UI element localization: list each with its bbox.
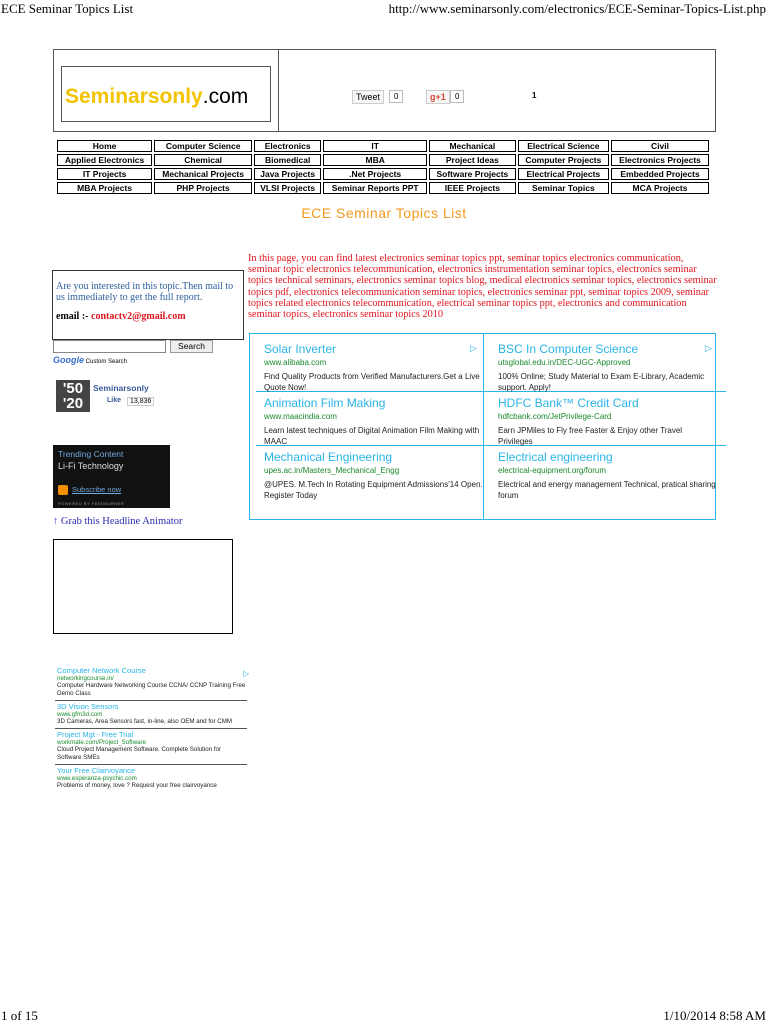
tweet-count: 0 <box>389 90 403 103</box>
gplus-count: 0 <box>450 90 464 103</box>
trending-header: Trending Content <box>58 449 124 459</box>
pdf-footer-datetime: 1/10/2014 8:58 AM <box>663 1008 766 1023</box>
main-ad <box>264 396 484 446</box>
facebook-page-avatar[interactable]: '50 '20 <box>56 380 90 412</box>
header-divider <box>278 50 279 132</box>
side-ad-desc: Cloud Project Management Software. Complete Solution for Software SMEs <box>57 746 222 761</box>
main-ad-title[interactable]: Solar Inverter <box>264 342 337 356</box>
ad-column-left <box>264 342 484 503</box>
nav-link[interactable]: Project Ideas <box>429 154 516 166</box>
side-ad-url[interactable]: www.esperanza-psychic.com <box>57 775 137 782</box>
google-logo: Google <box>53 355 84 365</box>
adchoices-icon[interactable]: ▷ <box>243 669 250 678</box>
logo-tld: .com <box>202 85 249 108</box>
nav-link[interactable]: Computer Projects <box>518 154 609 166</box>
nav-row <box>57 182 709 194</box>
nav-link[interactable]: Java Projects <box>254 168 321 180</box>
adchoices-icon[interactable]: ▷ <box>470 343 477 353</box>
side-ad-url[interactable]: workmate.com/Project_Software <box>57 739 147 746</box>
nav-link[interactable]: PHP Projects <box>154 182 252 194</box>
ad-separator <box>256 445 492 446</box>
share-count: 1 <box>532 91 537 100</box>
main-ad-block <box>249 333 716 520</box>
main-ad-title[interactable]: Electrical engineering <box>498 450 613 464</box>
main-ad-title[interactable]: Mechanical Engineering <box>264 450 393 464</box>
pdf-header-title: ECE Seminar Topics List <box>1 1 134 16</box>
nav-link[interactable]: Mechanical <box>429 140 516 152</box>
nav-link[interactable]: MBA Projects <box>57 182 152 194</box>
pin-icon: ↑ <box>53 516 59 527</box>
subscribe-link[interactable]: Subscribe now <box>72 485 122 494</box>
nav-link[interactable]: Home <box>57 140 152 152</box>
nav-link[interactable]: .Net Projects <box>323 168 427 180</box>
google-custom-search-label <box>53 355 127 365</box>
ad-column-right <box>498 342 718 503</box>
facebook-like-button[interactable]: Like <box>107 397 122 404</box>
logo-brand: Seminarsonly <box>65 85 203 108</box>
rss-icon <box>58 485 68 495</box>
side-ad-list <box>55 665 250 792</box>
nav-link[interactable]: Civil <box>611 140 709 152</box>
main-ad <box>498 396 718 446</box>
main-nav <box>55 138 711 196</box>
main-ad-desc: Earn JPMiles to Fly free Faster & Enjoy other Travel Privileges <box>498 426 683 446</box>
nav-link[interactable]: Electronics <box>254 140 321 152</box>
mail-box-email-row <box>56 311 240 322</box>
main-ad-url[interactable]: www.maacindia.com <box>264 412 337 421</box>
side-ad-title[interactable]: Project Mgt - Free Trial <box>57 730 134 739</box>
side-ad <box>55 701 247 729</box>
side-ad <box>55 729 247 765</box>
main-ad-title[interactable]: BSC In Computer Science <box>498 342 639 356</box>
grab-headline-label: Grab this Headline Animator <box>60 516 183 527</box>
email-label: email :- <box>56 311 89 322</box>
nav-row <box>57 154 709 166</box>
side-ad <box>55 765 247 792</box>
gplus-label: +1 <box>435 92 446 102</box>
trending-item[interactable]: Li-Fi Technology <box>58 461 124 471</box>
side-ad-title[interactable]: Your Free Clairvoyance <box>57 766 136 775</box>
main-ad <box>264 342 484 392</box>
nav-link[interactable]: Seminar Topics <box>518 182 609 194</box>
pdf-header-url: http://www.seminarsonly.com/electronics/ECE-Seminar-Topics-List.php <box>388 1 766 16</box>
side-ad-title[interactable]: Computer Network Course <box>57 666 146 675</box>
facebook-like-count: 13,836 <box>127 397 154 406</box>
facebook-page-name[interactable]: Seminarsonly <box>93 383 149 393</box>
main-ad-desc: Find Quality Products from Verified Manufacturers.Get a Live Quote Now! <box>264 372 480 392</box>
side-ad-url[interactable]: www.gfm3d.com <box>57 711 103 718</box>
mail-box <box>52 270 244 340</box>
page-title: ECE Seminar Topics List <box>301 205 467 221</box>
side-ad <box>55 665 250 701</box>
side-ad-desc: 3D Cameras, Area Sensors fast, in-line, also OEM and for CMM <box>57 718 233 725</box>
nav-link[interactable]: Computer Science <box>154 140 252 152</box>
mail-box-text: Are you interested in this topic.Then mail to us immediately to get the full report. <box>56 281 234 303</box>
email-link[interactable]: contactv2@gmail.com <box>91 311 186 322</box>
nav-link[interactable]: Chemical <box>154 154 252 166</box>
nav-link[interactable]: IEEE Projects <box>429 182 516 194</box>
grab-headline-link[interactable] <box>53 516 182 527</box>
nav-link[interactable]: Embedded Projects <box>611 168 709 180</box>
nav-link[interactable]: Electrical Projects <box>518 168 609 180</box>
main-ad-desc: @UPES. M.Tech In Rotating Equipment Admissions'14 Open. Register Today <box>264 480 483 500</box>
custom-search <box>53 340 213 354</box>
main-ad-url[interactable]: upes.ac.in/Masters_Mechanical_Engg <box>264 466 400 475</box>
search-button[interactable]: Search <box>170 340 213 353</box>
nav-link[interactable]: IT Projects <box>57 168 152 180</box>
main-ad <box>498 342 718 392</box>
nav-link[interactable]: Seminar Reports PPT <box>323 182 427 194</box>
nav-link[interactable]: IT <box>323 140 427 152</box>
nav-link[interactable]: Applied Electronics <box>57 154 152 166</box>
nav-link[interactable]: MCA Projects <box>611 182 709 194</box>
main-ad <box>498 450 718 499</box>
main-ad-url[interactable]: www.alibaba.com <box>264 358 327 367</box>
main-ad-desc: Electrical and energy management Technical, pratical sharing forum <box>498 480 716 500</box>
main-ad <box>264 450 484 499</box>
nav-link[interactable]: Electronics Projects <box>611 154 709 166</box>
main-ad-title[interactable]: HDFC Bank™ Credit Card <box>498 396 639 410</box>
side-ad-url[interactable]: networkingcourse.in/ <box>57 675 114 682</box>
main-ad-url[interactable]: utsglobal.edu.in/DEC-UGC-Approved <box>498 358 631 367</box>
side-ad-desc: Computer Hardware Networking Course CCNA/ CCNP Training Free Demo Class <box>57 682 246 697</box>
side-ad-desc: Problems of money, love ? Request your free clairvoyance <box>57 782 217 789</box>
nav-link[interactable]: MBA <box>323 154 427 166</box>
adchoices-icon[interactable]: ▷ <box>705 343 712 353</box>
main-ad-url[interactable]: hdfcbank.com/JetPrivilege-Card <box>498 412 612 421</box>
nav-link[interactable]: VLSI Projects <box>254 182 321 194</box>
site-logo[interactable] <box>61 66 271 122</box>
nav-row <box>57 168 709 180</box>
nav-link[interactable]: Mechanical Projects <box>154 168 252 180</box>
gplus-icon: g <box>430 92 436 102</box>
trending-widget <box>53 445 170 508</box>
side-ad-fade <box>55 808 247 822</box>
nav-link[interactable]: Electrical Science <box>518 140 609 152</box>
main-ad-title[interactable]: Animation Film Making <box>264 396 386 410</box>
pdf-footer-page: 1 of 15 <box>1 1008 38 1023</box>
nav-link[interactable]: Biomedical <box>254 154 321 166</box>
nav-link[interactable]: Software Projects <box>429 168 516 180</box>
empty-widget-box <box>53 539 233 634</box>
site-header-box <box>53 49 716 132</box>
main-ad-desc: Learn latest techniques of Digital Animation Film Making with MAAC <box>264 426 480 446</box>
nav-row <box>57 140 709 152</box>
search-input[interactable] <box>53 340 166 353</box>
main-ad-url[interactable]: electrical-equipment.org/forum <box>498 466 607 475</box>
intro-text: In this page, you can find latest electronics seminar topics ppt, seminar topics electronics communication, seminar topic electronics telecommunication, electronics instrumentation seminar topics, electronics seminar topics technical seminars, electronics seminar topics blog, medical electronics seminar topics, electronics seminar topics pdf, electronics telecommunication seminar topics, electronics seminar ppt, seminar topics 2009, seminar topics related electronics telecommunication, electrical seminar topics ppt, electronics and communication seminar topics, electronics seminar topics 2010 <box>248 253 717 321</box>
custom-search-text: Custom Search <box>85 359 128 365</box>
tweet-button[interactable]: Tweet <box>352 90 384 104</box>
feedburner-credit: POWERED BY FEEDBURNER <box>58 501 125 506</box>
side-ad-title[interactable]: 3D Vision Sensors <box>57 702 119 711</box>
main-ad-desc: 100% Online; Study Material to Exam E-Library, Academic support. Apply! <box>498 372 705 392</box>
gplus-button[interactable] <box>426 90 450 104</box>
